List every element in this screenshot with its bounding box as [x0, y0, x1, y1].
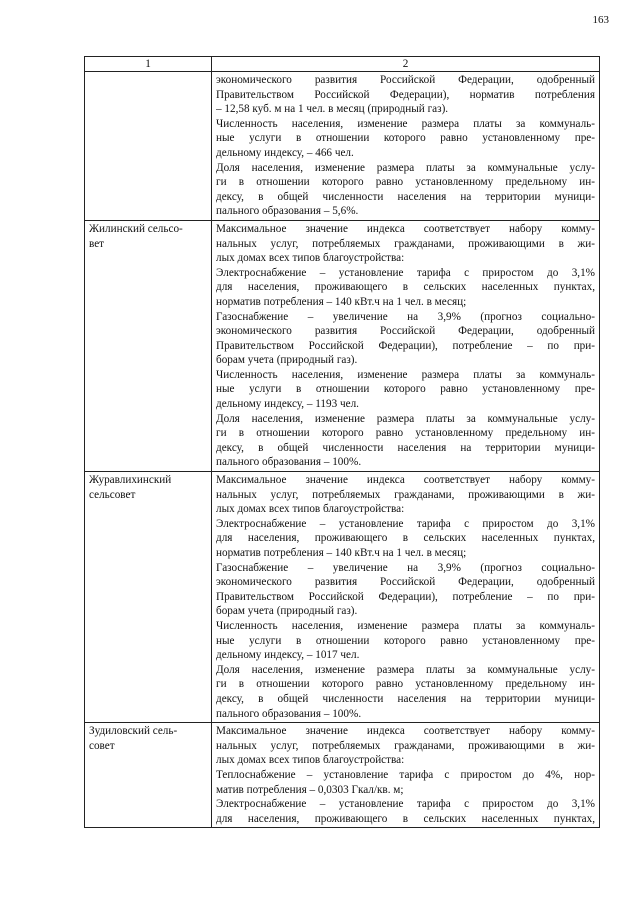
municipality-name-cell: [85, 723, 212, 828]
description-line: дексу, в общей численности населения на территории муници-: [216, 190, 595, 203]
column-header-2: 2: [212, 57, 600, 72]
description-line: ги в отношении которого равно установленному предельному ин-: [216, 678, 595, 691]
description-line: Доля населения, изменение размера платы за коммунальные услу-: [216, 663, 595, 676]
municipality-name-line: совет: [89, 739, 115, 752]
description-line: для населения, проживающего в сельских населенных пунктах,: [216, 281, 595, 294]
description-line: Теплоснабжение – установление тарифа с приростом до 4%, нор-: [216, 768, 595, 781]
table-row: [85, 72, 600, 221]
description-line: дельному индексу, – 1017 чел.: [216, 649, 360, 662]
description-line: норматив потребления – 140 кВт.ч на 1 чел. в месяц;: [216, 295, 467, 308]
description-line: борам учета (природный газ).: [216, 354, 358, 367]
municipality-name-line: сельсовет: [89, 488, 136, 501]
tariff-table: [84, 56, 600, 828]
municipality-name-line: Зудиловский сель-: [89, 725, 178, 738]
description-line: Доля населения, изменение размера платы за коммунальные услу-: [216, 412, 595, 425]
municipality-name-cell: [85, 472, 212, 723]
description-line: нальных услуг, потребляемых гражданами, проживающими в жи-: [216, 237, 595, 250]
municipality-name-line: вет: [89, 237, 105, 250]
description-line: дельному индексу, – 1193 чел.: [216, 398, 359, 411]
description-line: Электроснабжение – установление тарифа с приростом до 3,1%: [216, 798, 595, 811]
description-line: дексу, в общей численности населения на территории муници-: [216, 692, 595, 705]
description-line: лых домах всех типов благоустройства:: [216, 503, 405, 516]
description-line: – 12,58 куб. м на 1 чел. в месяц (природный газ).: [216, 103, 449, 116]
description-line: экономического развития Российской Федерации, одобренный: [216, 325, 595, 338]
table-row: [85, 472, 600, 723]
header-row: [85, 57, 600, 72]
description-line: лых домах всех типов благоустройства:: [216, 252, 405, 265]
table-body: [85, 72, 600, 828]
municipality-name-cell: [85, 72, 212, 221]
description-line: для населения, проживающего в сельских населенных пунктах,: [216, 812, 595, 825]
description-line: Численность населения, изменение размера платы за коммуналь-: [216, 619, 595, 632]
description-line: ные услуги в отношении которого равно установленному пре-: [216, 634, 595, 647]
description-line: ные услуги в отношении которого равно установленному пре-: [216, 383, 595, 396]
description-line: Электроснабжение – установление тарифа с приростом до 3,1%: [216, 517, 595, 530]
description-line: ги в отношении которого равно установленному предельному ин-: [216, 176, 595, 189]
description-line: Максимальное значение индекса соответствует набору комму-: [216, 474, 595, 487]
description-line: Численность населения, изменение размера платы за коммуналь-: [216, 117, 595, 130]
description-line: Газоснабжение – увеличение на 3,9% (прогноз социально-: [216, 561, 595, 574]
description-line: Правительством Российской Федерации), норматив потребления: [216, 88, 595, 101]
description-cell: [212, 72, 600, 221]
description-line: ги в отношении которого равно установленному предельному ин-: [216, 427, 595, 440]
description-line: дельному индексу, – 466 чел.: [216, 146, 354, 159]
description-line: Численность населения, изменение размера платы за коммуналь-: [216, 368, 595, 381]
description-line: Электроснабжение – установление тарифа с приростом до 3,1%: [216, 266, 595, 279]
description-line: дексу, в общей численности населения на территории муници-: [216, 441, 595, 454]
description-line: Правительством Российской Федерации), потребление – по при-: [216, 590, 595, 603]
description-line: Максимальное значение индекса соответствует набору комму-: [216, 222, 595, 235]
table-row: [85, 723, 600, 828]
description-line: норматив потребления – 140 кВт.ч на 1 чел. в месяц;: [216, 547, 467, 559]
description-line: борам учета (природный газ).: [216, 605, 358, 618]
description-line: экономического развития Российской Федерации, одобренный: [216, 576, 595, 589]
description-line: Правительством Российской Федерации), потребление – по при-: [216, 339, 595, 352]
municipality-name-line: Жилинский сельсо-: [89, 222, 183, 235]
description-line: Максимальное значение индекса соответствует набору комму-: [216, 725, 595, 738]
table-row: [85, 220, 600, 471]
description-cell: [212, 472, 600, 723]
column-header-1: 1: [85, 57, 212, 72]
description-line: нальных услуг, потребляемых гражданами, проживающими в жи-: [216, 488, 595, 501]
municipality-name-line: Журавлихинский: [89, 474, 172, 487]
description-line: ные услуги в отношении которого равно установленному пре-: [216, 132, 595, 145]
description-line: экономического развития Российской Федерации, одобренный: [216, 74, 595, 86]
description-line: пального образования – 100%.: [216, 707, 362, 720]
description-line: Газоснабжение – увеличение на 3,9% (прогноз социально-: [216, 310, 595, 323]
description-cell: [212, 220, 600, 471]
description-line: для населения, проживающего в сельских населенных пунктах,: [216, 532, 595, 545]
page-number: 163: [592, 14, 609, 26]
description-cell: [212, 723, 600, 828]
description-line: Доля населения, изменение размера платы за коммунальные услу-: [216, 161, 595, 174]
description-line: пального образования – 100%.: [216, 456, 362, 469]
description-line: матив потребления – 0,0303 Гкал/кв. м;: [216, 783, 404, 796]
description-line: пального образования – 5,6%.: [216, 205, 359, 218]
municipality-name-cell: [85, 220, 212, 471]
description-line: лых домах всех типов благоустройства:: [216, 754, 405, 767]
description-line: нальных услуг, потребляемых гражданами, проживающими в жи-: [216, 739, 595, 752]
